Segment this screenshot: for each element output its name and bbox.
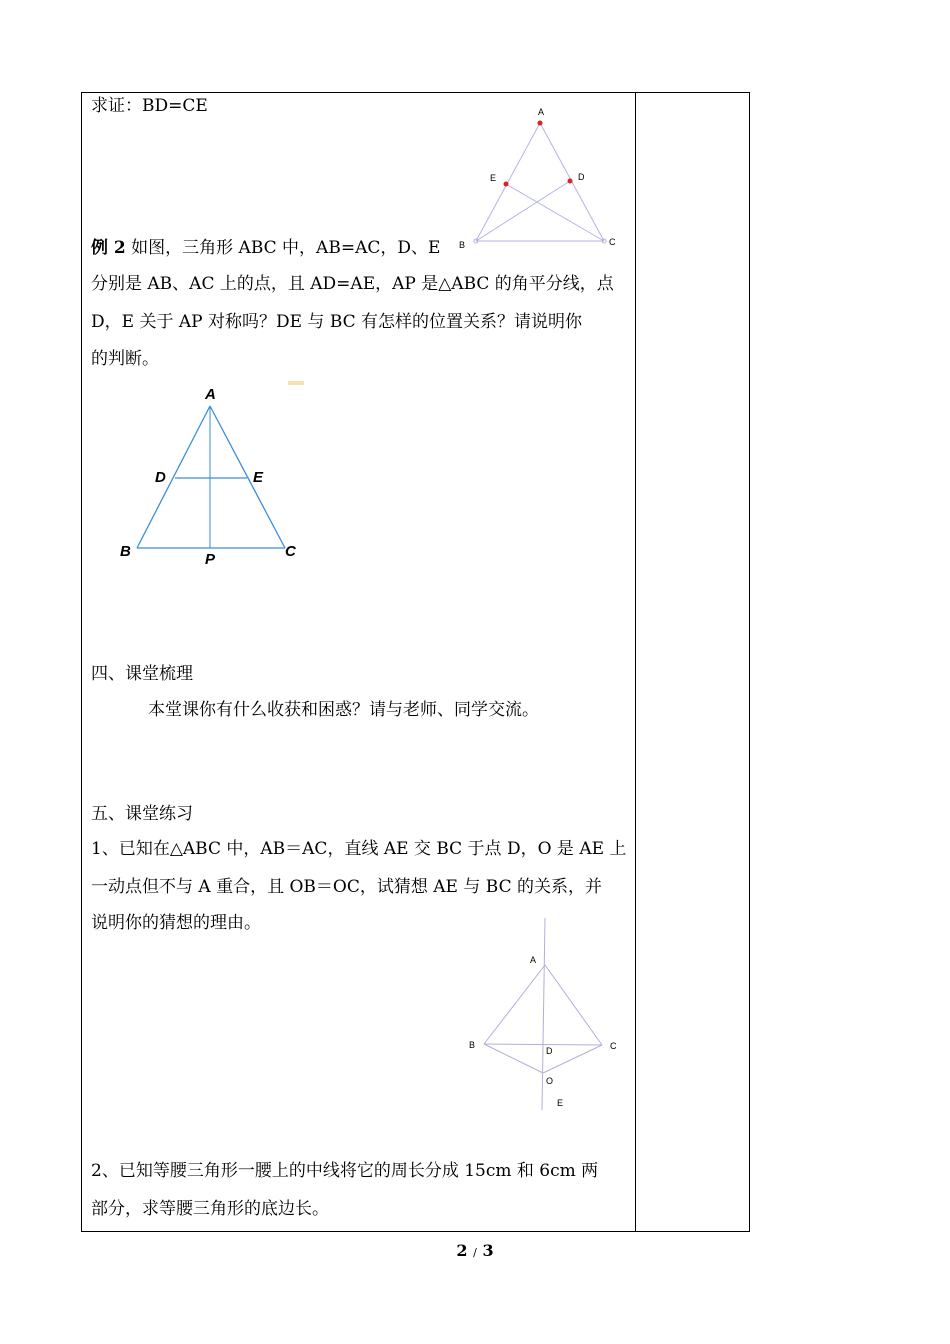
fig2-label-a: A [205, 386, 216, 403]
example2-line3: D，E 关于 AP 对称吗？DE 与 BC 有怎样的位置关系？请说明你 [91, 312, 583, 332]
q1-line3: 说明你的猜想的理由。 [91, 913, 261, 933]
example2-label: 例 2 [91, 238, 126, 258]
section4-title: 四、课堂梳理 [91, 664, 193, 684]
fig2-label-c: C [285, 543, 296, 560]
example2-line2: 分别是 AB、AC 上的点，且 AD=AE，AP 是△ABC 的角平分线，点 [91, 274, 614, 294]
figure-triangle-bd-ce [450, 100, 630, 255]
fig1-label-a: A [538, 107, 545, 117]
fig2-label-b: B [120, 543, 131, 560]
fig3-label-o: O [546, 1076, 554, 1086]
fig3-label-d: D [546, 1046, 553, 1056]
fig1-label-c: C [609, 237, 616, 247]
page-total: 3 [482, 1241, 494, 1260]
prove-statement: 求证：BD=CE [91, 96, 208, 116]
figure-triangle-abc-ae-line [460, 915, 630, 1115]
example2-line1 [91, 238, 440, 258]
page-number [0, 1241, 950, 1260]
section5-title: 五、课堂练习 [91, 804, 193, 824]
fig2-label-p: P [205, 551, 216, 568]
q2-line2: 部分，求等腰三角形的底边长。 [91, 1199, 329, 1219]
content-table [81, 92, 750, 1232]
q1-line1: 1、已知在△ABC 中，AB＝AC，直线 AE 交 BC 于点 D，O 是 AE 上 [91, 839, 627, 859]
figure-triangle-angle-bisector [110, 378, 310, 573]
page-current: 2 [456, 1241, 468, 1260]
page-separator: / [473, 1246, 477, 1259]
table-column-divider [635, 92, 636, 1232]
example2-line4: 的判断。 [91, 349, 159, 369]
example2-text1: 如图，三角形 ABC 中，AB=AC，D、E [131, 238, 441, 258]
fig2-label-e: E [253, 469, 264, 486]
fig1-label-b: B [459, 240, 466, 250]
fig2-label-d: D [155, 469, 166, 486]
fig3-label-c: C [610, 1041, 617, 1051]
fig3-label-e: E [557, 1098, 564, 1108]
fig3-label-b: B [469, 1040, 476, 1050]
fig1-label-e: E [490, 173, 497, 183]
q2-line1: 2、已知等腰三角形一腰上的中线将它的周长分成 15cm 和 6cm 两 [91, 1161, 599, 1181]
section4-body: 本堂课你有什么收获和困惑？请与老师、同学交流。 [148, 700, 539, 720]
fig3-label-a: A [530, 955, 537, 965]
q1-line2: 一动点但不与 A 重合，且 OB＝OC，试猜想 AE 与 BC 的关系，并 [91, 877, 602, 897]
fig1-label-d: D [578, 172, 585, 182]
